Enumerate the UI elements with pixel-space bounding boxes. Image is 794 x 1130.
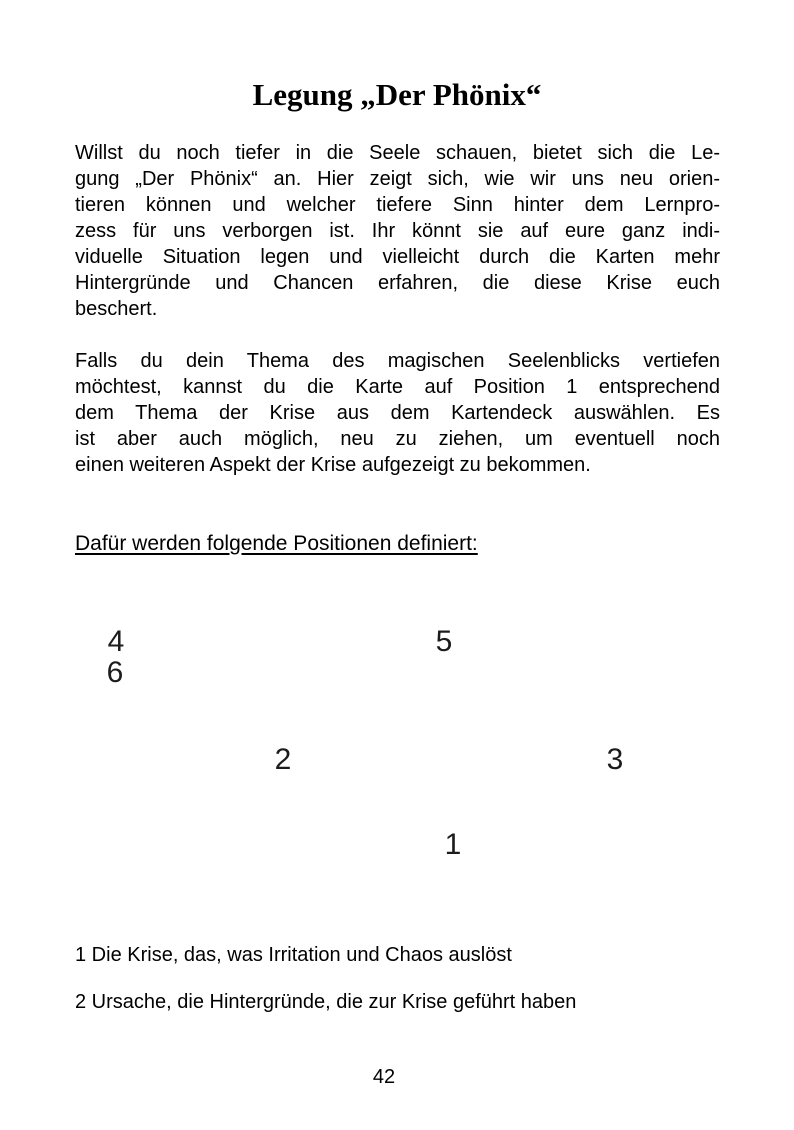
paragraph-line: Hintergründe und Chancen erfahren, die diese Krise euch bbox=[75, 272, 720, 294]
legend-item-2: 2 Ursache, die Hintergründe, die zur Krise geführt haben bbox=[75, 991, 577, 1013]
position-marker-1: 1 bbox=[444, 828, 462, 861]
positions-heading: Dafür werden folgende Positionen definiert: bbox=[75, 532, 478, 555]
position-marker-5: 5 bbox=[435, 625, 453, 658]
position-marker-2: 2 bbox=[274, 743, 292, 776]
paragraph-line: zess für uns verborgen ist. Ihr könnt sie auf eure ganz indi- bbox=[75, 220, 720, 242]
paragraph-line: viduelle Situation legen und vielleicht durch die Karten mehr bbox=[75, 246, 720, 268]
page-number: 42 bbox=[372, 1066, 396, 1088]
position-marker-3: 3 bbox=[606, 743, 624, 776]
paragraph-line: einen weiteren Aspekt der Krise aufgezeigt zu bekommen. bbox=[75, 454, 591, 476]
page-title: Legung „Der Phönix“ bbox=[252, 77, 542, 112]
followup-paragraph bbox=[75, 348, 720, 478]
intro-paragraph bbox=[75, 140, 720, 322]
paragraph-line: Willst du noch tiefer in die Seele schauen, bietet sich die Le- bbox=[75, 142, 720, 164]
paragraph-line: tieren können und welcher tiefere Sinn hinter dem Lernpro- bbox=[75, 194, 720, 216]
paragraph-line: beschert. bbox=[75, 298, 158, 320]
paragraph-line: Falls du dein Thema des magischen Seelenblicks vertiefen bbox=[75, 350, 720, 372]
paragraph-line: gung „Der Phönix“ an. Hier zeigt sich, wie wir uns neu orien- bbox=[75, 168, 720, 190]
position-marker-6: 6 bbox=[106, 656, 124, 689]
paragraph-line: möchtest, kannst du die Karte auf Position 1 entsprechend bbox=[75, 376, 720, 398]
position-marker-4: 4 bbox=[107, 625, 125, 658]
paragraph-line: ist aber auch möglich, neu zu ziehen, um eventuell noch bbox=[75, 428, 720, 450]
paragraph-line: dem Thema der Krise aus dem Kartendeck auswählen. Es bbox=[75, 402, 720, 424]
legend-item-1: 1 Die Krise, das, was Irritation und Chaos auslöst bbox=[75, 944, 512, 966]
